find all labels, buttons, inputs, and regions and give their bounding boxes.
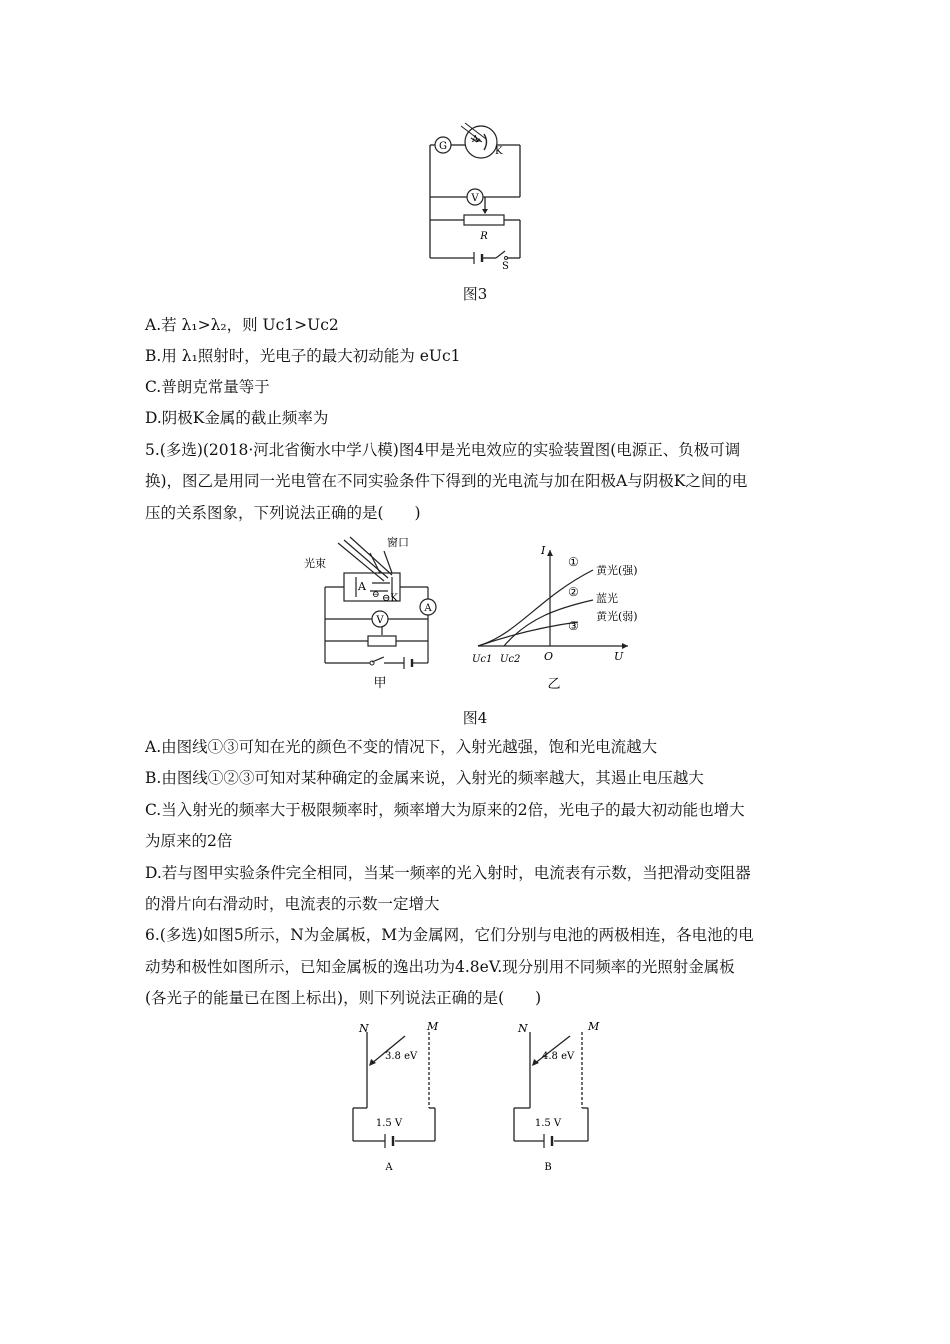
q6-stem-line-3: (各光子的能量已在图上标出)，则下列说法正确的是( ) (145, 989, 542, 1007)
option-a-photon-energy: 3.8 eV (385, 1051, 418, 1062)
yi-origin-label: O (544, 650, 554, 663)
q4-option-d: D.阴极K金属的截止频率为 (145, 409, 329, 427)
q5-option-c-line-2: 为原来的2倍 (145, 832, 233, 850)
q6-stem-line-2: 动势和极性如图所示，已知金属板的逸出功为4.8eV.现分别用不同频率的光照射金属板 (145, 958, 735, 976)
q4-option-a: A.若 λ₁>λ₂，则 Uc1>Uc2 (145, 316, 339, 334)
q5-option-d-line-1: D.若与图甲实验条件完全相同，当某一频率的光入射时，电流表有示数，当把滑动变阻器 (145, 864, 751, 882)
q5-option-d-line-2: 的滑片向右滑动时，电流表的示数一定增大 (145, 895, 440, 913)
yi-curve-2-name: 蓝光 (596, 592, 618, 605)
yi-uc2-label: Uc2 (500, 654, 521, 665)
option-b-photon-energy: 4.8 eV (542, 1051, 575, 1062)
yi-curve-3-name: 黄光(弱) (596, 610, 638, 623)
q5-stem-line-1: 5.(多选)(2018·河北省衡水中学八模)图4甲是光电效应的实验装置图(电源正、负极可调 (145, 441, 741, 459)
option-b-m-label: M (588, 1020, 600, 1033)
q5-option-a: A.由图线①③可知在光的颜色不变的情况下，入射光越强，饱和光电流越大 (145, 738, 658, 756)
yi-uc1-label: Uc1 (472, 654, 493, 665)
option-a-n-label: N (359, 1022, 369, 1035)
figure-3-circuit (420, 118, 530, 270)
switch-label: S (502, 261, 509, 270)
q4-option-c: C.普朗克常量等于 (145, 378, 270, 396)
jia-ammeter-label: A (424, 603, 432, 614)
option-a-m-label: M (427, 1020, 439, 1033)
figure-3-caption: 图3 (462, 285, 488, 303)
option-b-n-label: N (518, 1022, 528, 1035)
option-a-label: A (385, 1162, 393, 1173)
figure-4-jia-apparatus (300, 535, 450, 690)
option-a-battery-voltage: 1.5 V (375, 1118, 403, 1129)
jia-anode-label: A (358, 580, 366, 593)
jia-sub-caption: 甲 (373, 676, 387, 690)
option-b-battery-voltage: 1.5 V (534, 1118, 562, 1129)
yi-curve-1-name: 黄光(强) (596, 564, 638, 577)
figure-5-option-a (345, 1018, 445, 1178)
yi-curve-2-num: ② (568, 585, 579, 599)
yi-axis-i-label: I (541, 544, 546, 557)
jia-electron-label: ⊖ (372, 590, 380, 600)
jia-window-label: 窗口 (387, 536, 409, 549)
jia-cathode-label: ⊖K (382, 593, 398, 604)
yi-curve-1-num: ① (568, 555, 579, 569)
q5-option-c-line-1: C.当入射光的频率大于极限频率时，频率增大为原来的2倍，光电子的最大初动能也增大 (145, 801, 745, 819)
voltmeter-label: V (471, 193, 479, 204)
option-b-label: B (544, 1162, 552, 1173)
jia-voltmeter-label: V (376, 615, 384, 626)
yi-axis-u-label: U (614, 650, 624, 663)
rheostat-label: R (480, 231, 488, 242)
q6-stem-line-1: 6.(多选)如图5所示，N为金属板，M为金属网，它们分别与电池的两极相连，各电池的电 (145, 926, 754, 944)
cathode-label: K (495, 146, 503, 157)
yi-sub-caption: 乙 (547, 677, 561, 692)
figure-4-caption: 图4 (462, 709, 488, 727)
anode-label: A (472, 135, 479, 145)
q5-stem-line-2: 换)，图乙是用同一光电管在不同实验条件下得到的光电流与加在阳极A与阴极K之间的电 (145, 472, 748, 490)
galvanometer-label: G (439, 141, 447, 152)
figure-4-yi-iu-graph (468, 538, 643, 693)
q5-option-b: B.由图线①②③可知对某种确定的金属来说，入射光的频率越大，其遏止电压越大 (145, 769, 704, 787)
q4-option-b: B.用 λ₁照射时，光电子的最大初动能为 eUc1 (145, 347, 461, 365)
jia-beam-label: 光束 (304, 557, 326, 570)
q5-stem-line-3: 压的关系图象，下列说法正确的是( ) (145, 504, 421, 522)
yi-curve-3-num: ③ (568, 619, 579, 633)
figure-5-option-b (508, 1018, 608, 1178)
